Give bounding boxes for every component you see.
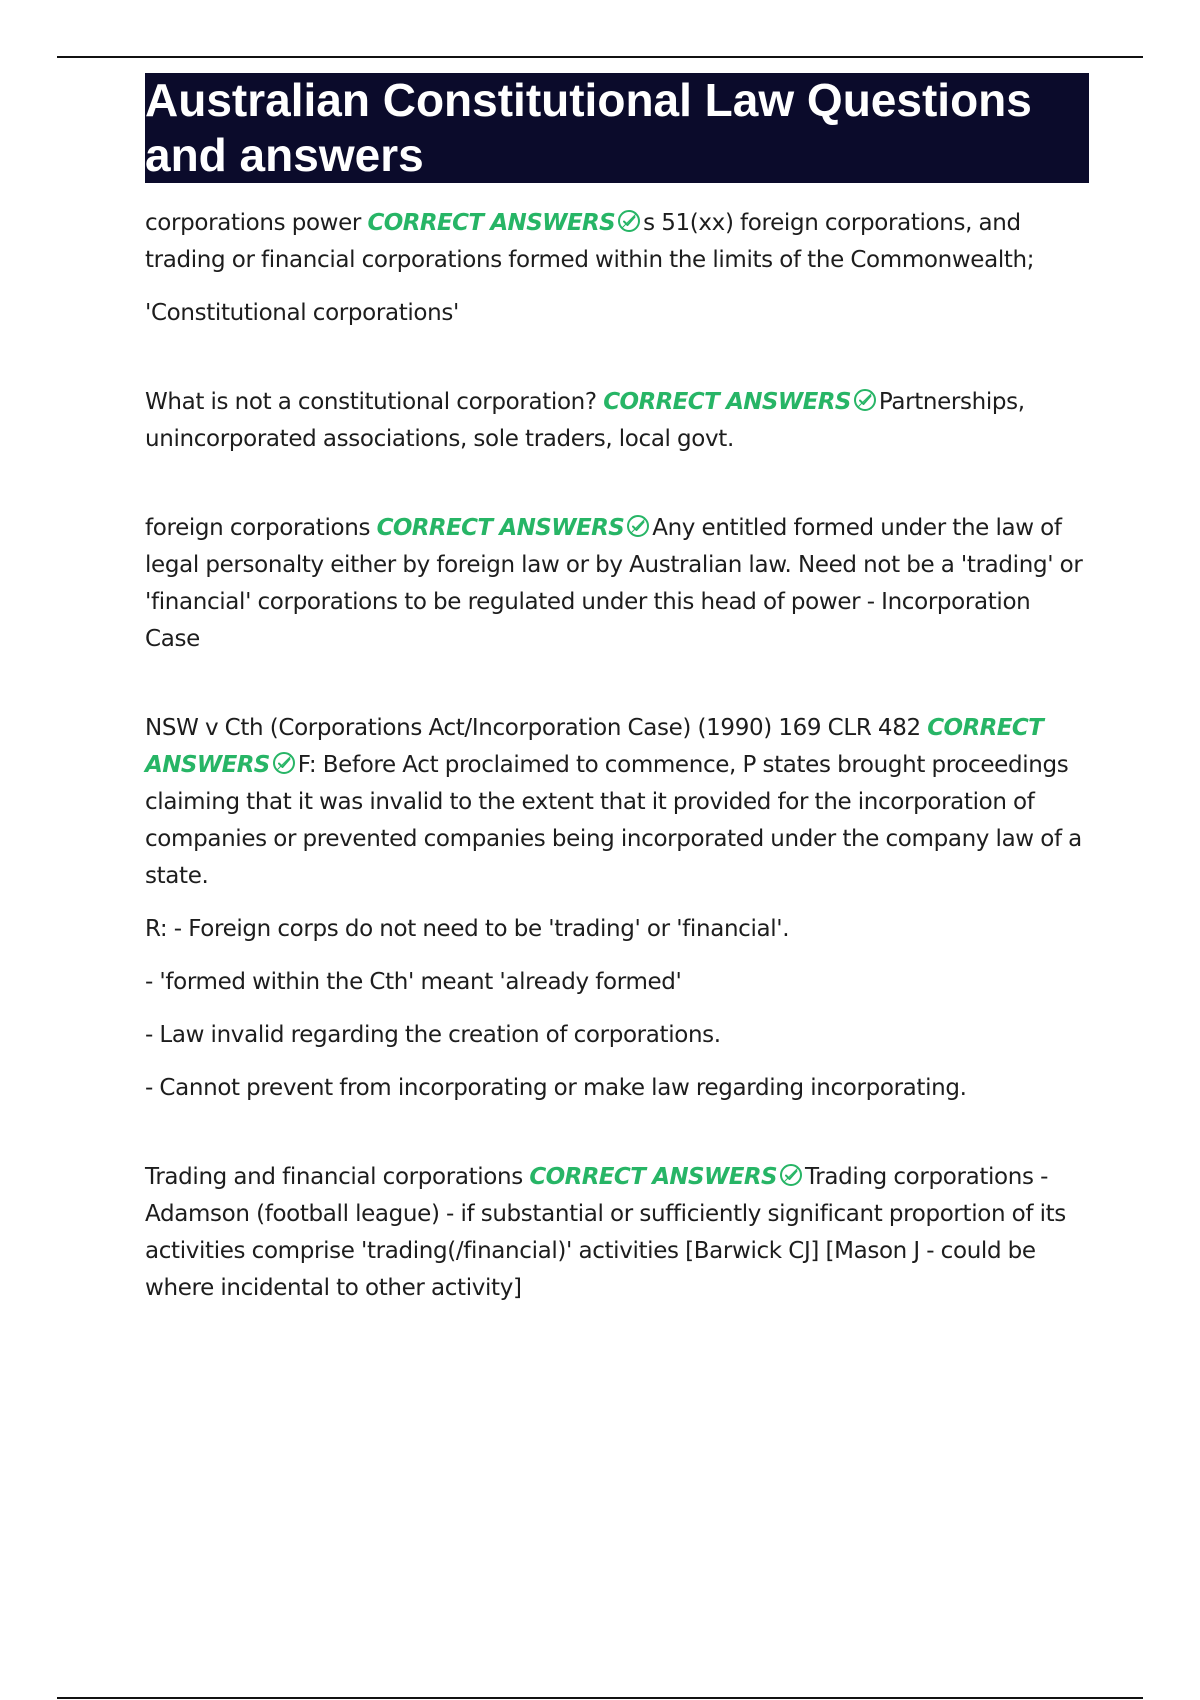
- correct-answers-label: CORRECT ANSWERS: [145, 715, 1044, 778]
- answer-text: F: Before Act proclaimed to commence, P states brought proceedings claiming that it was invalid to the extent that it provided for the incorporation of companies or prevented companies being incorporated under the company law of a state.: [145, 752, 1082, 889]
- title-line-1: Australian Constitutional Law Questions: [145, 74, 1032, 126]
- qa-entry-not-constitutional-corporation: [145, 384, 1089, 458]
- question-text: corporations power: [145, 210, 362, 236]
- correct-answers-label: CORRECT ANSWERS: [367, 210, 616, 236]
- answer-text: Any entitled formed under the law of legal personalty either by foreign law or by Australian law. Need not be a 'trading' or 'financial' corporations to be regulated under this head of power - Incorporation Case: [145, 515, 1083, 652]
- answer-text: Trading corporations - Adamson (football league) - if substantial or sufficiently significant proportion of its activities comprise 'trading(/financial)' activities [Barwick CJ] [Mason J - could be where incidental to other activity]: [145, 1164, 1066, 1301]
- check-circle-icon: [617, 209, 641, 233]
- correct-answers-label: CORRECT ANSWERS: [603, 389, 851, 415]
- document-body: [145, 73, 1089, 1307]
- check-circle-icon: [779, 1163, 803, 1187]
- entry-note: - Law invalid regarding the creation of corporations.: [145, 1022, 721, 1048]
- qa-entry-corporations-power: [145, 205, 1089, 279]
- qa-entry-trading-financial: [145, 1159, 1089, 1307]
- question-text: Trading and financial corporations: [145, 1164, 523, 1190]
- check-circle-icon: [853, 388, 877, 412]
- document-title: [145, 73, 1089, 183]
- top-rule: [57, 56, 1143, 58]
- bottom-rule: [57, 1697, 1143, 1699]
- entry-note: 'Constitutional corporations': [145, 300, 459, 326]
- question-text: What is not a constitutional corporation?: [145, 389, 597, 415]
- entry-note: - Cannot prevent from incorporating or make law regarding incorporating.: [145, 1075, 967, 1101]
- check-circle-icon: [272, 751, 296, 775]
- question-text: foreign corporations: [145, 515, 371, 541]
- title-line-2: and answers: [145, 129, 424, 181]
- qa-entry-foreign-corporations: [145, 510, 1089, 658]
- correct-answers-label: CORRECT ANSWERS: [529, 1164, 777, 1190]
- entry-note: - 'formed within the Cth' meant 'already formed': [145, 969, 682, 995]
- correct-answers-label: CORRECT ANSWERS: [376, 515, 625, 541]
- answer-text: Partnerships, unincorporated associations, sole traders, local govt.: [145, 389, 1025, 452]
- qa-entry-nsw-v-cth: [145, 710, 1089, 895]
- answer-text: s 51(xx) foreign corporations, and trading or financial corporations formed within the limits of the Commonwealth;: [145, 210, 1035, 273]
- entry-note: R: - Foreign corps do not need to be 'trading' or 'financial'.: [145, 916, 790, 942]
- question-text: NSW v Cth (Corporations Act/Incorporation Case) (1990) 169 CLR 482: [145, 715, 921, 741]
- check-circle-icon: [626, 514, 650, 538]
